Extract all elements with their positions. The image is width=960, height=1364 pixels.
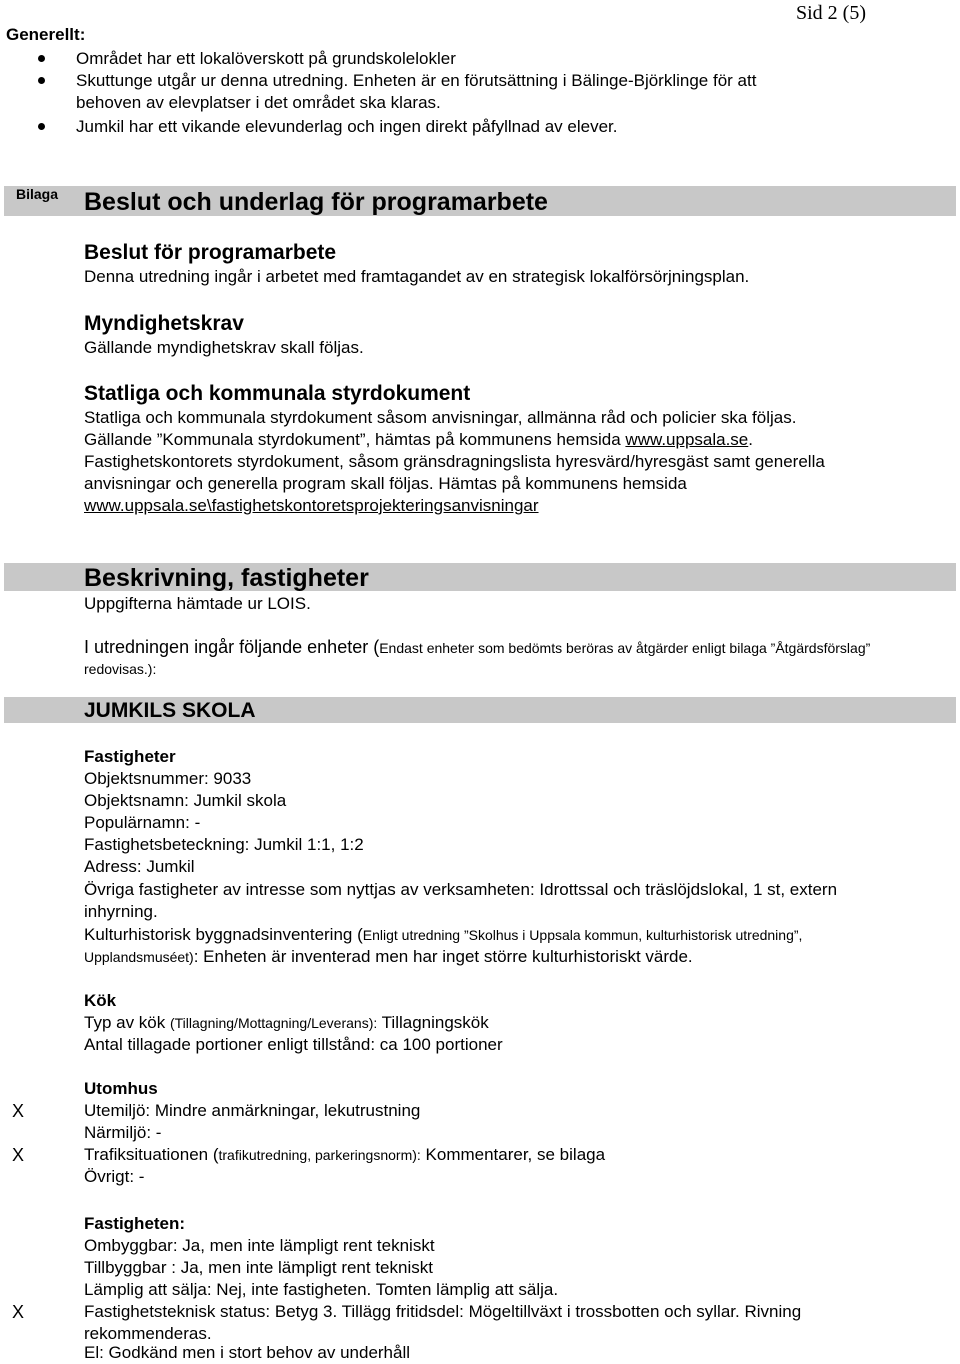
kultur-line-2 bbox=[84, 946, 693, 968]
kultur-small: Enligt utredning ”Skolhus i Uppsala kommun, kulturhistorisk utredning”, bbox=[362, 927, 803, 943]
styr-line-2 bbox=[84, 429, 753, 451]
beslut-heading: Beslut för programarbete bbox=[84, 241, 337, 264]
general-bullet-2-cont: behoven av elevplatser i det området ska klaras. bbox=[76, 93, 441, 112]
x-mark: X bbox=[12, 1302, 25, 1322]
utemiljo: Utemiljö: Mindre anmärkningar, lekutrustning bbox=[84, 1101, 421, 1120]
bilaga-title: Beslut och underlag för programarbete bbox=[84, 188, 548, 216]
intro-main: I utredningen ingår följande enheter ( bbox=[84, 637, 380, 657]
beskrivning-source: Uppgifterna hämtade ur LOIS. bbox=[84, 594, 311, 613]
myndighet-heading: Myndighetskrav bbox=[84, 312, 244, 335]
narmiljo: Närmiljö: - bbox=[84, 1123, 162, 1142]
fastigheten-line: Ombyggbar: Ja, men inte lämpligt rent tekniskt bbox=[84, 1236, 435, 1255]
utomhus-heading: Utomhus bbox=[84, 1079, 158, 1098]
skola-name: JUMKILS SKOLA bbox=[84, 699, 256, 722]
fastigheten-line: Tillbyggbar : Ja, men inte lämpligt rent tekniskt bbox=[84, 1258, 433, 1277]
fastigheten-heading: Fastigheten: bbox=[84, 1214, 186, 1233]
trafik bbox=[84, 1144, 605, 1166]
kok-typ-small: (Tillagning/Mottagning/Leverans): bbox=[169, 1015, 378, 1031]
trafik-main: Trafiksituationen ( bbox=[84, 1145, 219, 1164]
kultur-line bbox=[84, 924, 802, 946]
beskrivning-intro bbox=[84, 636, 870, 659]
styr-line-1: Statliga och kommunala styrdokument såsom anvisningar, allmänna råd och policier ska följas. bbox=[84, 408, 797, 427]
beslut-text: Denna utredning ingår i arbetet med framtagandet av en strategisk lokalförsörjningsplan. bbox=[84, 267, 750, 286]
general-bullet-2: Skuttunge utgår ur denna utredning. Enheten är en förutsättning i Bälinge-Björklinge för att bbox=[76, 71, 757, 90]
trafik-small: trafikutredning, parkeringsnorm): bbox=[218, 1147, 421, 1163]
intro-small-2: redovisas.): bbox=[84, 661, 157, 677]
fastigheter-line: Fastighetsbeteckning: Jumkil 1:1, 1:2 bbox=[84, 835, 364, 854]
fastigheter-heading: Fastigheter bbox=[84, 747, 176, 766]
kok-typ bbox=[84, 1012, 489, 1034]
styr-heading: Statliga och kommunala styrdokument bbox=[84, 382, 471, 405]
general-bullet-3: Jumkil har ett vikande elevunderlag och ingen direkt påfyllnad av elever. bbox=[76, 117, 618, 136]
projektering-link[interactable]: www.uppsala.se\fastighetskontoretsprojekteringsanvisningar bbox=[84, 496, 539, 515]
fastigheter-line: Objektsnummer: 9033 bbox=[84, 769, 252, 788]
kok-typ-main: Typ av kök bbox=[84, 1013, 170, 1032]
fastigheter-line: Populärnamn: - bbox=[84, 813, 201, 832]
kok-portioner: Antal tillagade portioner enligt tillstånd: ca 100 portioner bbox=[84, 1035, 503, 1054]
styr-line-2-end: . bbox=[748, 430, 753, 449]
x-mark: X bbox=[12, 1145, 25, 1165]
styr-line-3: Fastighetskontorets styrdokument, såsom gränsdragningslista hyresvärd/hyresgäst samt generella bbox=[84, 452, 825, 471]
bilaga-tag: Bilaga bbox=[16, 186, 59, 202]
kok-typ-value: Tillagningskök bbox=[377, 1013, 489, 1032]
bullet-icon bbox=[38, 123, 45, 130]
trafik-value: Kommentarer, se bilaga bbox=[420, 1145, 606, 1164]
page-number: Sid 2 (5) bbox=[796, 2, 866, 24]
fastigheten-line: El: Godkänd men i stort behov av underhåll bbox=[84, 1343, 411, 1362]
fastigheten-line: Fastighetsteknisk status: Betyg 3. Tillägg fritidsdel: Mögeltillväxt i trossbotten och syllar. Rivning bbox=[84, 1302, 802, 1321]
fastigheter-line: Objektsnamn: Jumkil skola bbox=[84, 791, 287, 810]
general-heading: Generellt: bbox=[6, 25, 86, 44]
kultur-end: : Enheten är inventerad men har inget större kulturhistoriskt värde. bbox=[193, 947, 693, 966]
kultur-small-2: Upplandsmuséet) bbox=[84, 949, 194, 965]
fastigheten-line: rekommenderas. bbox=[84, 1324, 212, 1343]
myndighet-text: Gällande myndighetskrav skall följas. bbox=[84, 338, 364, 357]
fastigheter-line: inhyrning. bbox=[84, 902, 158, 921]
kultur-main: Kulturhistorisk byggnadsinventering ( bbox=[84, 925, 363, 944]
styr-line-4: anvisningar och generella program skall följas. Hämtas på kommunens hemsida bbox=[84, 474, 687, 493]
bullet-icon bbox=[38, 77, 45, 84]
fastigheter-line: Adress: Jumkil bbox=[84, 857, 195, 876]
styr-line-2-text: Gällande ”Kommunala styrdokument”, hämtas på kommunens hemsida bbox=[84, 430, 626, 449]
intro-small: Endast enheter som bedömts beröras av åtgärder enligt bilaga ”Åtgärdsförslag” bbox=[379, 640, 871, 656]
fastigheter-line: Övriga fastigheter av intresse som nyttjas av verksamheten: Idrottssal och träslöjdslokal, 1 st, extern bbox=[84, 880, 838, 899]
kok-heading: Kök bbox=[84, 991, 117, 1010]
x-mark: X bbox=[12, 1101, 25, 1121]
fastigheten-line: Lämplig att sälja: Nej, inte fastigheten. Tomten lämplig att sälja. bbox=[84, 1280, 559, 1299]
beskrivning-title: Beskrivning, fastigheter bbox=[84, 564, 369, 592]
bullet-icon bbox=[38, 55, 45, 62]
general-bullet-1: Området har ett lokalöverskott på grundskolelokler bbox=[76, 49, 456, 68]
uppsala-link[interactable]: www.uppsala.se bbox=[625, 430, 749, 449]
ovrigt: Övrigt: - bbox=[84, 1167, 145, 1186]
